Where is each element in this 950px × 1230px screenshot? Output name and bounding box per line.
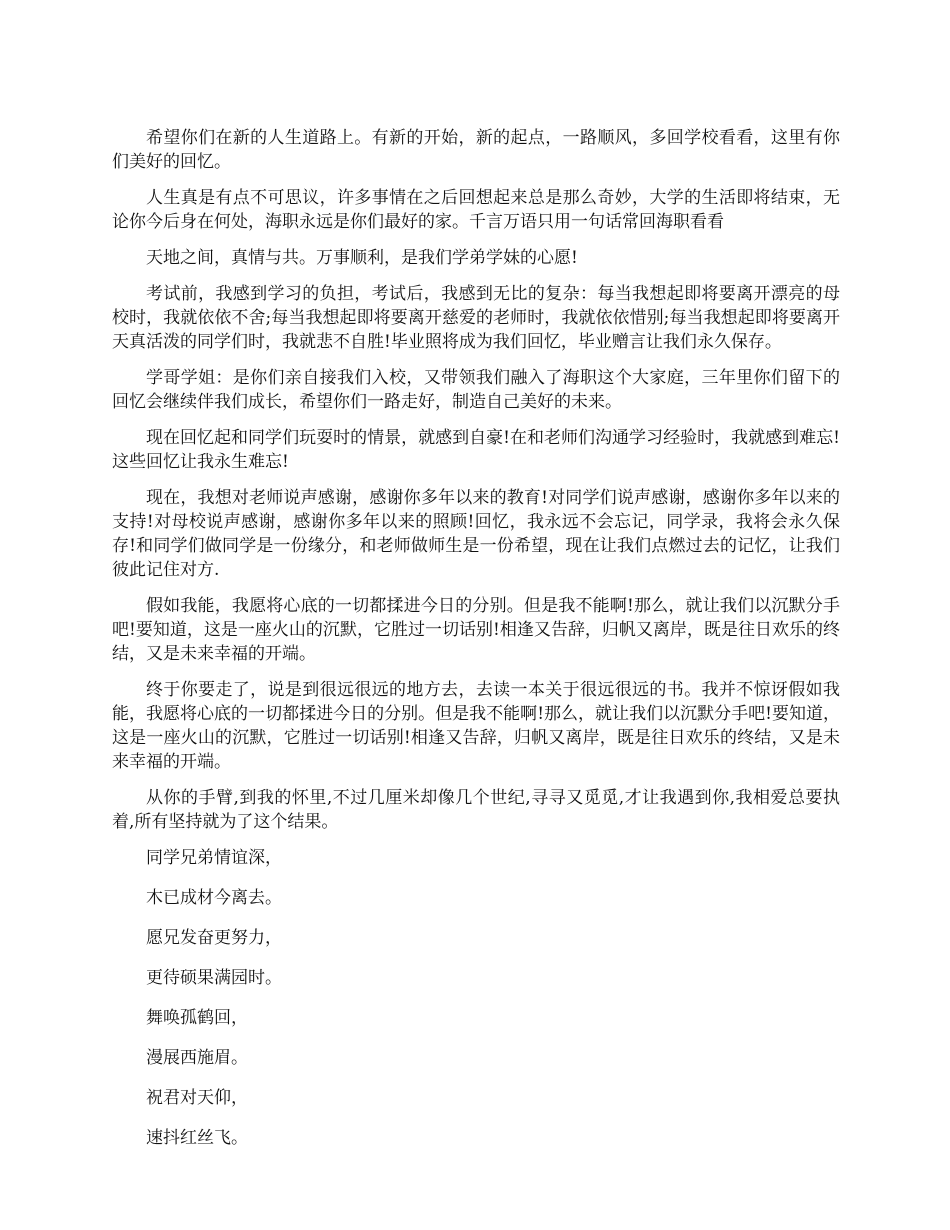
poem-line-5: 舞唤孤鹤回，	[146, 1008, 248, 1028]
paragraph-10: 从你的手臂,到我的怀里,不过几厘米却像几个世纪,寻寻又觅觅,才让我遇到你,我相爱总要执着,所有坚持就为了这个结果。	[112, 788, 840, 832]
poem-line-7: 祝君对天仰，	[146, 1088, 248, 1108]
poem-line-4: 更待硕果满园时。	[146, 968, 282, 988]
paragraph-5: 学哥学姐：是你们亲自接我们入校，又带领我们融入了海职这个大家庭，三年里你们留下的回忆会继续伴我们成长，希望你们一路走好，制造自己美好的未来。	[112, 368, 840, 412]
paragraph-9: 终于你要走了，说是到很远很远的地方去，去读一本关于很远很远的书。我并不惊讶假如我能，我愿将心底的一切都揉进今日的分别。但是我不能啊!那么，就让我们以沉默分手吧!要知道，这是一座火山的沉默，它胜过一切话别!相逢又告辞，归帆又离岸，既是往日欢乐的终结，又是未来幸福的开端。	[112, 680, 840, 772]
paragraph-6: 现在回忆起和同学们玩耍时的情景，就感到自豪!在和老师们沟通学习经验时，我就感到难忘!这些回忆让我永生难忘!	[112, 428, 840, 472]
poem-line-8: 速抖红丝飞。	[146, 1128, 248, 1148]
poem	[112, 846, 840, 1150]
poem-line-6: 漫展西施眉。	[146, 1048, 248, 1068]
paragraph-4: 考试前，我感到学习的负担，考试后，我感到无比的复杂：每当我想起即将要离开漂亮的母校时，我就依依不舍;每当我想起即将要离开慈爱的老师时，我就依依惜别;每当我想起即将要离开天真活泼的同学们时，我就悲不自胜!毕业照将成为我们回忆，毕业赠言让我们永久保存。	[112, 284, 840, 352]
poem-line-2: 木已成材今离去。	[146, 888, 282, 908]
paragraph-3: 天地之间，真情与共。万事顺利，是我们学弟学妹的心愿!	[146, 248, 578, 268]
paragraph-1: 希望你们在新的人生道路上。有新的开始，新的起点，一路顺风，多回学校看看，这里有你们美好的回忆。	[112, 128, 840, 172]
poem-line-1: 同学兄弟情谊深，	[146, 848, 282, 868]
document-body	[112, 126, 840, 1166]
paragraph-8: 假如我能，我愿将心底的一切都揉进今日的分别。但是我不能啊!那么，就让我们以沉默分手吧!要知道，这是一座火山的沉默，它胜过一切话别!相逢又告辞，归帆又离岸，既是往日欢乐的终结，又是未来幸福的开端。	[112, 596, 840, 664]
poem-line-3: 愿兄发奋更努力，	[146, 928, 282, 948]
paragraph-2: 人生真是有点不可思议，许多事情在之后回想起来总是那么奇妙，大学的生活即将结束，无论你今后身在何处，海职永远是你们最好的家。千言万语只用一句话常回海职看看	[112, 188, 840, 232]
paragraph-7: 现在，我想对老师说声感谢，感谢你多年以来的教育!对同学们说声感谢，感谢你多年以来的支持!对母校说声感谢，感谢你多年以来的照顾!回忆，我永远不会忘记，同学录，我将会永久保存!和同学们做同学是一份缘分，和老师做师生是一份希望，现在让我们点燃过去的记忆，让我们彼此记住对方.	[112, 488, 840, 580]
